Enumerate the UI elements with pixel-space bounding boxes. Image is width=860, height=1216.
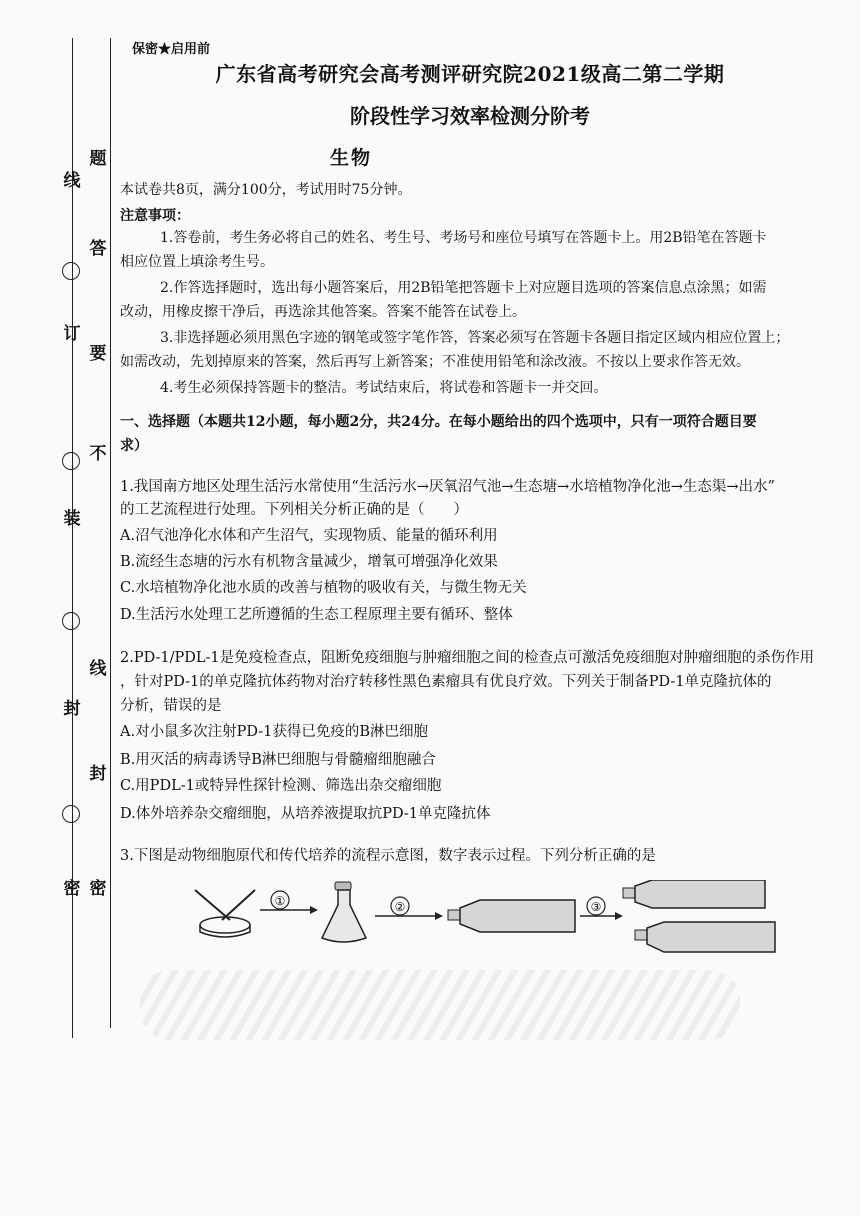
option: C.水培植物净化池水质的改善与植物的吸收有关，与微生物无关 (120, 580, 527, 596)
margin-char: 订 (63, 324, 81, 344)
notice-item: 4.考生必须保持答题卡的整洁。考试结束后，将试卷和答题卡一并交回。 (160, 380, 608, 396)
question-stem: 2.PD-1/PDL-1是免疫检查点，阻断免疫细胞与肿瘤细胞之间的检查点可激活免疫细胞对肿瘤细胞的杀伤作用 (120, 650, 815, 666)
petri-dish-icon (195, 890, 255, 937)
notice-item (160, 228, 860, 248)
section-heading: 求） (120, 438, 148, 454)
step-label: ① (274, 894, 286, 908)
exam-subtitle (0, 100, 860, 129)
margin-circle (62, 612, 80, 630)
exam-info: 本试卷共8页，满分100分，考试用时75分钟。 (120, 182, 412, 198)
margin-char: 要 (89, 344, 107, 364)
margin-char: 装 (63, 509, 81, 529)
option: B.流经生态塘的污水有机物含量减少，增氧可增强净化效果 (120, 554, 498, 570)
question-stem: 3.下图是动物细胞原代和传代培养的流程示意图，数字表示过程。下列分析正确的是 (120, 848, 656, 864)
section-heading: 一、选择题（本题共12小题，每小题2分，共24分。在每小题给出的四个选项中，只有一项符合题目要 (120, 414, 757, 430)
culture-bottle-icon (623, 880, 765, 908)
margin-char: 密 (89, 879, 107, 899)
confidential-label: 保密★启用前 (132, 42, 211, 57)
notice-title: 注意事项： (120, 208, 190, 224)
exam-title-text: 广东省高考研究会高考测评研究院2021级高二第二学期 (215, 62, 725, 86)
option: B.用灭活的病毒诱导B淋巴细胞与骨髓瘤细胞融合 (120, 752, 436, 768)
flask-icon (322, 882, 366, 942)
step-label: ② (394, 900, 406, 914)
question-stem: 1.我国南方地区处理生活污水常使用“生活污水→厌氧沼气池→生态塘→水培植物净化池→生态渠→出水” (120, 479, 775, 495)
question-stem: 的工艺流程进行处理。下列相关分析正确的是（ ） (120, 502, 468, 518)
option: A.沼气池净化水体和产生沼气，实现物质、能量的循环利用 (120, 528, 498, 544)
process-arrow-3 (580, 897, 623, 920)
option: D.生活污水处理工艺所遵循的生态工程原理主要有循环、整体 (120, 607, 513, 623)
culture-bottle-icon (635, 922, 775, 952)
margin-char: 线 (63, 171, 81, 191)
option: D.体外培养杂交瘤细胞，从培养液提取抗PD-1单克隆抗体 (120, 806, 491, 822)
process-arrow-2 (375, 897, 443, 920)
margin-char: 线 (89, 659, 107, 679)
culture-bottle-icon (448, 900, 575, 932)
notice-item: 2.作答选择题时，选出每小题答案后，用2B铅笔把答题卡上对应题目选项的答案信息点涂黑；如需 (160, 280, 767, 296)
question-stem: 分析，错误的是 (120, 698, 222, 714)
cell-culture-diagram (180, 880, 780, 960)
margin-circle (62, 805, 80, 823)
margin-char: 不 (89, 444, 107, 464)
exam-subtitle-text: 阶段性学习效率检测分阶考 (350, 104, 590, 128)
notice-item: 如需改动，先划掉原来的答案，然后再写上新答案；不准使用铅笔和涂改液。不按以上要求作答无效。 (120, 354, 750, 370)
margin-char: 答 (89, 239, 107, 259)
margin-char: 题 (89, 149, 107, 169)
option: C.用PDL-1或特异性探针检测、筛选出杂交瘤细胞 (120, 778, 442, 794)
question-stem: ，针对PD-1的单克隆抗体药物对治疗转移性黑色素瘤具有优良疗效。下列关于制备PD-1单克隆抗体的 (120, 674, 772, 690)
margin-circle (62, 262, 80, 280)
exam-title (0, 58, 860, 87)
margin-char: 封 (63, 699, 81, 719)
notice-item: 3.非选择题必须用黑色字迹的钢笔或签字笔作答，答案必须写在答题卡各题目指定区域内相应位置上； (160, 330, 790, 346)
margin-char: 封 (89, 764, 107, 784)
option: A.对小鼠多次注射PD-1获得已免疫的B淋巴细胞 (120, 724, 429, 740)
binding-line-right (110, 38, 111, 1028)
notice-item: 相应位置上填涂考生号。 (120, 254, 274, 270)
margin-circle (62, 452, 80, 470)
notice-text: 1.答卷前，考生务必将自己的姓名、考生号、考场号和座位号填写在答题卡上。用2B铅笔在答题卡 (160, 230, 767, 246)
subject-title: 生物 (330, 147, 373, 169)
watermark (140, 970, 740, 1040)
step-label: ③ (590, 900, 602, 914)
process-arrow-1 (260, 891, 318, 914)
margin-char: 密 (63, 879, 81, 899)
notice-item: 改动，用橡皮擦干净后，再选涂其他答案。答案不能答在试卷上。 (120, 304, 526, 320)
